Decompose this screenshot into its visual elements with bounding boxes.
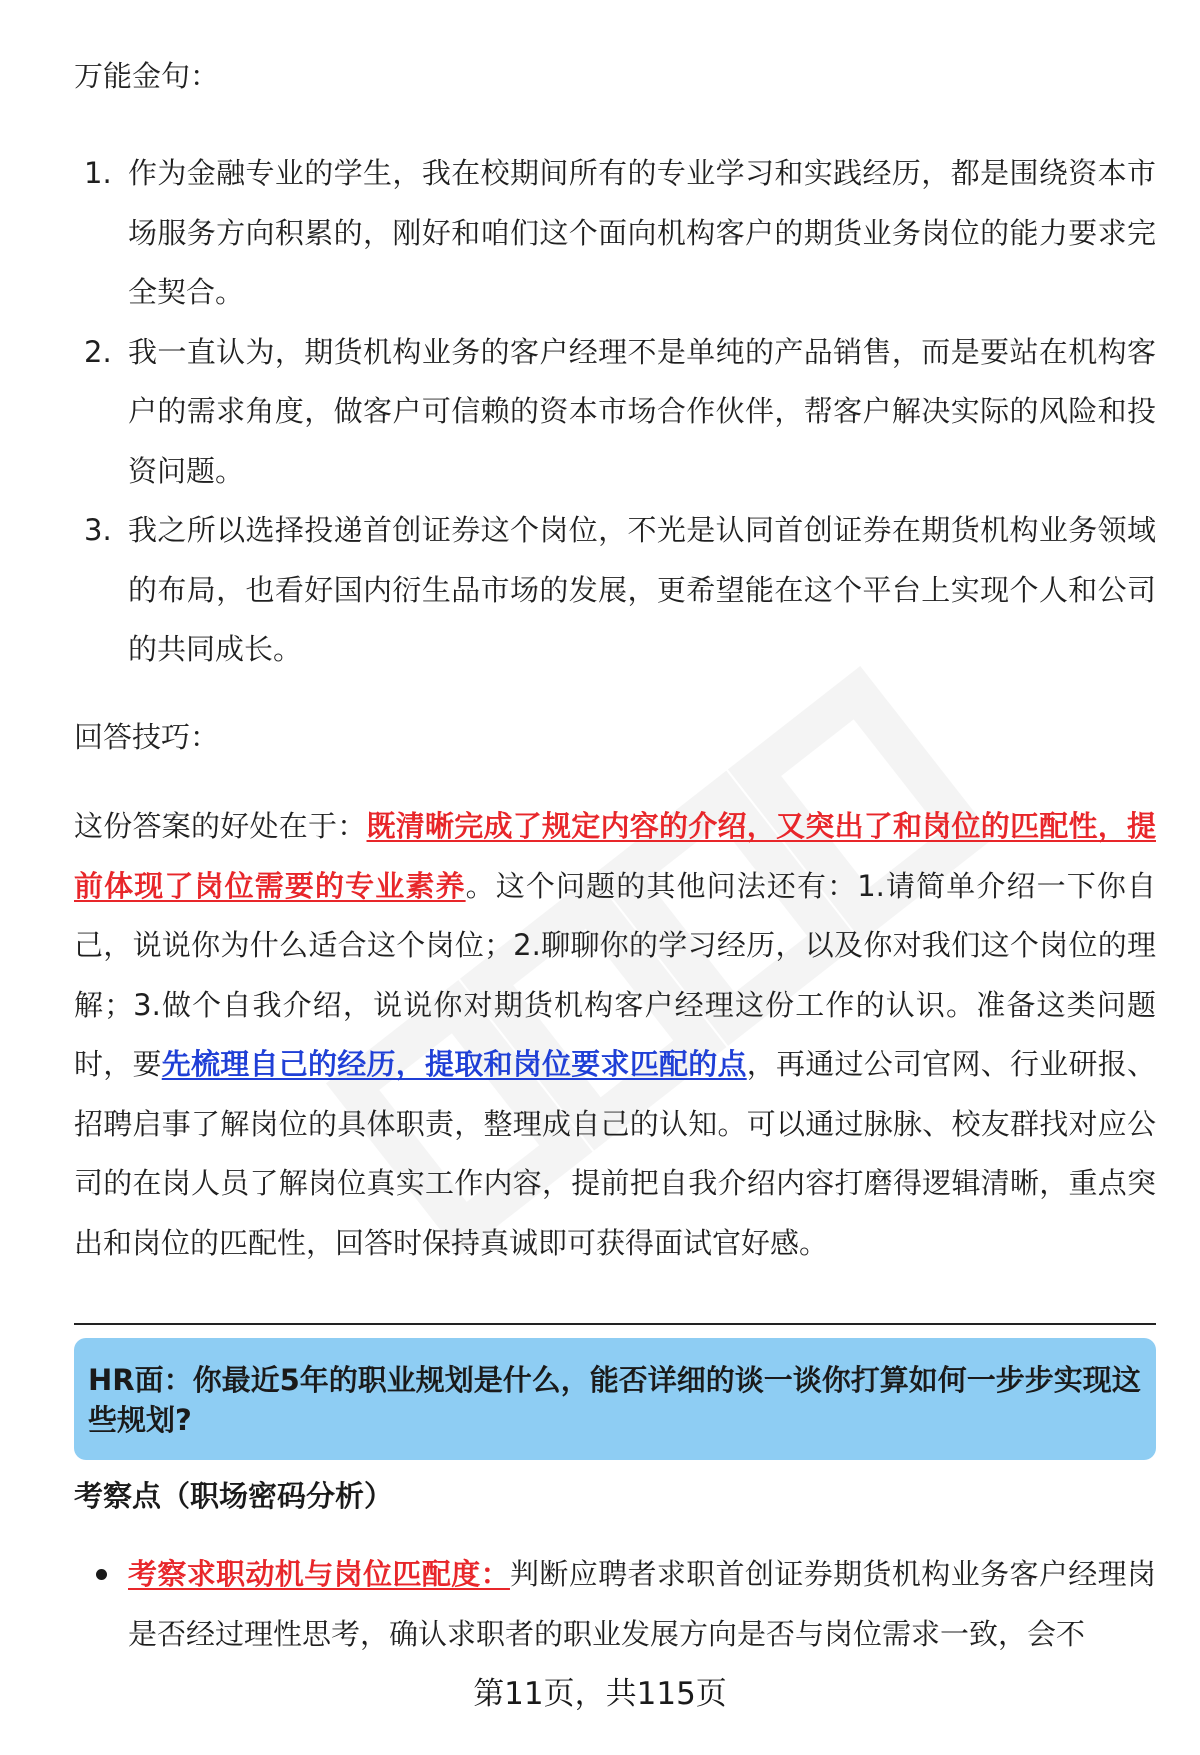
list-item: [74, 323, 1156, 502]
analysis-title: 考察点（职场密码分析）: [74, 1479, 394, 1513]
list-item: [74, 144, 1156, 323]
bullet-icon: [96, 1569, 107, 1580]
tips-paragraph: [74, 797, 1156, 1273]
tips-text-3: ，再通过公司官网、行业研报、招聘启事了解岗位的具体职责，整理成自己的认知。可以通过脉脉、校友群找对应公司的在岗人员了解岗位真实工作内容，提前把自我介绍内容打磨得逻辑清晰，重点突出和岗位的匹配性，回答时保持真诚即可获得面试官好感。: [74, 1047, 1156, 1260]
golden-sentences-label: 万能金句：: [74, 59, 220, 93]
list-item: [74, 501, 1156, 680]
analysis-list: [74, 1545, 1156, 1664]
tips-text-2: 。这个问题的其他问法还有：1.请简单介绍一下你自己，说说你为什么适合这个岗位；2.聊聊你的学习经历，以及你对我们这个岗位的理解；3.做个自我介绍，说说你对期货机构客户经理这份工作的认识。准备这类问题时，要: [74, 868, 1156, 1081]
golden-sentences-list: [74, 144, 1156, 680]
list-item-number: 1.: [84, 156, 112, 190]
page-number-footer: 第11页，共115页: [473, 1676, 727, 1712]
list-item-number: 3.: [84, 513, 112, 547]
list-item-number: 2.: [84, 334, 112, 369]
list-item-text: 我一直认为，期货机构业务的客户经理不是单纯的产品销售，而是要站在机构客户的需求角度，做客户可信赖的资本市场合作伙伴，帮客户解决实际的风险和投资问题。: [128, 334, 1156, 488]
analysis-item-highlight: 考察求职动机与岗位匹配度：: [128, 1557, 510, 1591]
list-item-text: 我之所以选择投递首创证券这个岗位，不光是认同首创证券在期货机构业务领域的布局，也看好国内衍生品市场的发展，更希望能在这个平台上实现个人和公司的共同成长。: [128, 513, 1156, 666]
question-box: HR面：你最近5年的职业规划是什么，能否详细的谈一谈你打算如何一步步实现这些规划?: [74, 1338, 1156, 1460]
tips-label: 回答技巧：: [74, 720, 220, 754]
tips-highlight-red: 既清晰完成了规定内容的介绍，又突出了和岗位的匹配性，提前体现了岗位需要的专业素养: [74, 809, 1156, 903]
section-divider: [74, 1323, 1156, 1325]
list-item-text: 作为金融专业的学生，我在校期间所有的专业学习和实践经历，都是围绕资本市场服务方向积累的，刚好和咱们这个面向机构客户的期货业务岗位的能力要求完全契合。: [128, 156, 1156, 309]
tips-highlight-blue: 先梳理自己的经历，提取和岗位要求匹配的点: [161, 1047, 747, 1081]
list-item: [74, 1545, 1156, 1664]
analysis-item-text: 判断应聘者求职首创证券期货机构业务客户经理岗是否经过理性思考，确认求职者的职业发展方向是否与岗位需求一致，会不: [128, 1557, 1156, 1651]
tips-text-1: 这份答案的好处在于：: [74, 809, 367, 843]
